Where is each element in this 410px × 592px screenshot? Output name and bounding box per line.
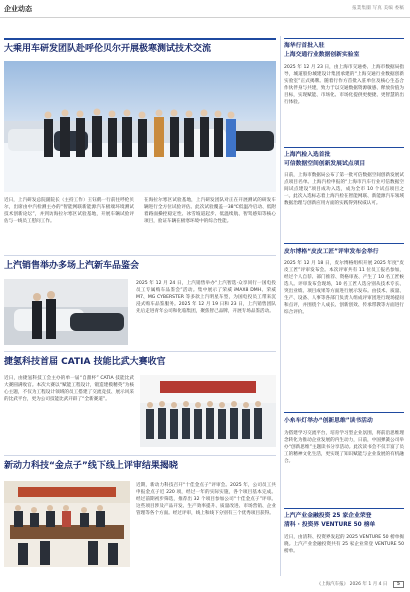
header-nav: 报業集團 写真 美编 委稿 [352,6,404,11]
right-4-title: 小糸车灯举办“创新思维”读书活动 [284,418,373,424]
right-5-title-line-2: 清科 · 投资界 VENTURE 50 榜单 [284,522,376,528]
right-4-top-rule [284,412,404,413]
article-2-title: 上汽销售举办多场上汽新车品鉴会 [4,261,140,271]
article-4-photo [4,481,130,567]
article-3-photo [140,375,276,447]
right-1-text: 2025 年 12 月 23 日，由上海市交通委、上海市数据局指导，城道股份城建设计集团承建的“上海交通行业数据创新实验室”正式揭牌。随着行作方首批入驻单位及核心生态合作伙伴身与共建，致力于以交通数据资源敏感、释放价值为目标，实现赋能、市场化、市场化提供更便捷、更智慧的出行体验。 [284,65,404,105]
column-divider [280,36,281,576]
article-2-text: 2025 年 12 月 24 日，上汽销售举办“上汽智选·众享同行一国电投员工专属购车品鉴会”活动。集中展示了荣威 iMAX8 DMH、荣威 M7、MG CYBERSTER 等多款上汽明星车型，为国电投员工带来沉浸式购车品鉴服务。2025 年 12 月 19 日和 23 日，上汽销售团队先后走进青年公司和化临集团，聚焦智己品牌，开展专场品鉴活动。 [136,281,276,314]
right-4-text: 为搭建学习交流平台，培育学习型企业氛围，将前沿思维理念转化为推动企业发展的内生动力，日前，中国弹簧公司举办“创新思维”主题读书分享活动。此次读书会不仅丰富了员工的精神文化生活，更实现了知识赋能与企业发展的有机融合。 [284,431,404,464]
article-2-photo [4,279,128,345]
page-number: 5 [393,581,404,588]
right-5-title-line-1: 上汽产业金融投资 25 家企业荣登 [284,513,372,519]
article-3-top-rule [4,351,276,352]
article-4-text: 近期，新动力科技召开“十佳金点子”评审会。2025 年，公司员工共申报金点子近 220 项，经过一年的实际实施，各个项目基本完成。经过前期初步筛选，推荐出 32 个项目参加公司“十佳金点子”评审。这些项目涉及产品开发、生产效率提升、质量改进、市场营销、企业管理等各个方面。经过评审，线上和线下分别有三个优秀项目获得。 [136,483,276,516]
right-5-text: 近日，由清科、投资界发起的 2025 VENTURE 50 榜单揭晓。上汽产业金融投资共有 25 家企业荣登 VENTURE 50 榜单。 [284,535,404,554]
article-3-text: 近日，由捷氢科技工会主办的单一届“自甜杯” CATIA 技能比武大赛圆满收官。本次大赛以“赋能工程设计，锻造建模精英”为核心主题，不仅为工程设计领域的员工搭建了交流竞技、展示风采的比武平台，更为公司技能比武开辟了“全新赛道”。 [4,376,134,402]
article-1-text-col-2: 在海拉尔寒区试验基地，上汽研发团队对正在开展测试的研发车辆进行全方位试验评估。此次试验覆盖一38℃低温冷启动、低附着路面操控稳定性、冰雪坡道起步、低温续航、智驾感知等核心项目，验证车辆在极寒环境中的综合性能。 [144,198,276,224]
section-title: 企业动态 [4,5,32,13]
page-footer [317,581,404,588]
right-1-title-line-1: 海华行首批入驻 [284,43,325,49]
right-2-text: 日前，上海市数据局公布了第一批可信数据空间创新发展试点项目名单。上海汽检申报的“上海市汽车行业可信数据空间试点建设”项目成功入选，成为全市 10 个试点项目之一。此次入选标志着上海汽检在智能网联、新能源汽车领域数据治理与创新应用方面的实践得到权威认可。 [284,173,404,206]
page-header [0,0,410,18]
right-1-top-rule [284,38,404,39]
article-4-title: 新动力科技“金点子”线下线上评审结果揭晓 [4,461,178,471]
article-2-top-rule [4,255,276,256]
article-1-title: 大乘用车研发团队赴呼伦贝尔开展极寒测试技术交流 [4,44,212,54]
article-3-title: 捷氢科技首届 CATIA 技能比武大赛收官 [4,357,166,367]
right-3-text: 2025 年 12 月 18 日，皮尔博格组织开展 2025 年度“皮皮工匠”评审发布会。本次评审共有 11 位员工报名参加，经过个人自荐、部门推荐、资格审查、产生了 10 名工匠候选人。评审发布会现场，10 名工匠人选分别从技术专长、突出业绩、项目成果等方面进行展示发布。由技术、质量、生产、设备、人事等各部门负责人组成评审团进行现场提问和点评，并围绕个人成长、创新创效、传承带教等方面进行综合评价。 [284,261,404,315]
right-2-title-line-1: 上海汽检入选首批 [284,152,331,158]
article-1-top-rule [4,38,276,40]
right-2-title-line-2: 可信数据空间创新发展试点项目 [284,161,366,167]
article-4-top-rule [4,455,276,456]
right-5-top-rule [284,508,404,509]
right-1-title-line-2: 上海交通行业数据创新实验室 [284,52,360,58]
article-1-photo [4,61,276,192]
right-3-title: 皮尔博格“皮皮工匠”评审发布会举行 [284,249,379,255]
article-1-text-col-1: 近日，上汽研发总院副院长（主持工作）王钰鹤一行前往呼伦贝尔，出席由中汽检测主办的“智能网联新能源汽车极端环境测试技术创新论坛”，并到访海拉尔寒区试验基地，开展车辆试验评估与一线员工慰问工作。 [4,198,134,224]
right-2-top-rule [284,147,404,148]
right-3-top-rule [284,243,404,244]
footer-publication: 《上海汽车报》 2026 年 1 月 4 日 [316,582,388,587]
